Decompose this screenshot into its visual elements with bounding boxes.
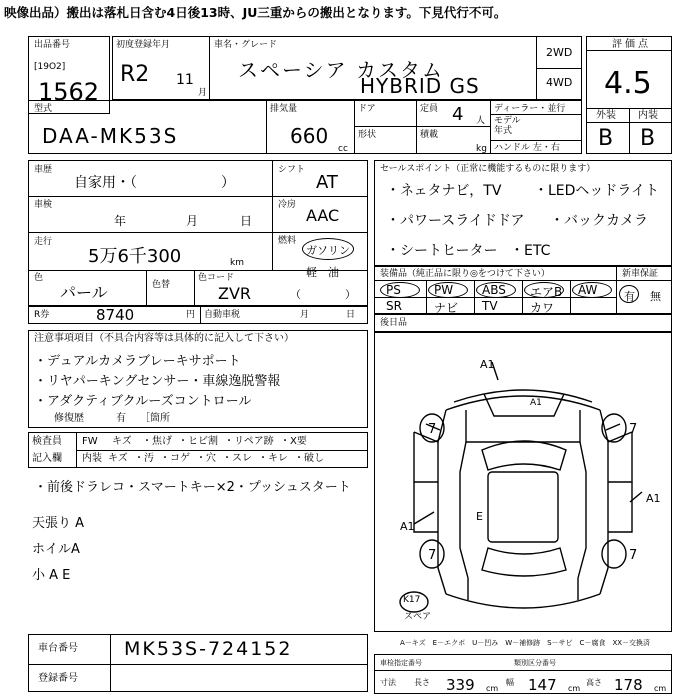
inspection-item: FW — [82, 436, 98, 447]
equipment-divider — [522, 280, 523, 297]
history-value: 自家用・（ ） — [74, 175, 235, 191]
mileage-value: 5万6千300 — [88, 246, 182, 267]
chassis-number-value: MK53S-724152 — [124, 638, 293, 660]
sales-point-4: ・バックカメラ — [550, 213, 648, 229]
record-line-4: 小 A E — [32, 568, 71, 583]
score-value: 4.5 — [604, 66, 652, 101]
2wd-label: 2WD — [546, 46, 573, 59]
fuel-gas-circle — [302, 238, 354, 260]
load-label: 積載 — [420, 130, 439, 140]
person-unit: 人 — [476, 116, 486, 126]
wheel-fl-7: 7 — [428, 422, 437, 437]
dimension-label: 寸法 — [380, 678, 396, 687]
inspection-label: 車検 — [34, 200, 53, 210]
color-label: 色 — [34, 273, 44, 283]
inspection-item: ・破し — [294, 453, 324, 464]
color-value: パール — [60, 283, 108, 302]
equipment-item: AW — [578, 283, 598, 297]
wheel-rl-7: 7 — [428, 548, 437, 563]
fuel-other: （ ） — [290, 288, 356, 301]
sales-points-label: セールスポイント（正常に機能するものに限ります） — [380, 164, 596, 174]
dimension-height-label: 高さ — [586, 678, 602, 687]
car-diagram — [374, 332, 672, 632]
record-line-2: 天張り A — [32, 516, 85, 531]
tax-month: 月 — [300, 310, 310, 320]
tax-day: 日 — [346, 310, 356, 320]
model-label: 型式 — [34, 104, 53, 114]
notes-label: 注意事項項目（不具合内容等は具体的に記入して下さい） — [34, 333, 294, 344]
diagram-a1-top: A1 — [480, 358, 495, 371]
month-unit: 月 — [198, 88, 208, 98]
tax-label: 自動車税 — [204, 310, 241, 320]
equipment-divider — [570, 280, 571, 297]
record-line-3: ホイルA — [32, 542, 80, 557]
auction-banner: 映像出品）搬出は落札日含む4日後13時、JU三重からの搬出となります。下見代行不可。 — [0, 0, 700, 26]
registration-number-label: 登録番号 — [38, 673, 78, 684]
repair-place: ［箇所 — [140, 413, 170, 424]
note-2: ・リヤパーキングセンサー・車線逸脱警報 — [34, 374, 281, 389]
spare-label: スペア — [404, 612, 432, 622]
inspection-item: ・リペア跡 — [224, 436, 274, 447]
lot-sub-label: [19O2] — [34, 62, 66, 72]
ac-value: AAC — [306, 206, 340, 225]
inspection-item: 内装 — [82, 453, 102, 464]
wheel-fr-7: 7 — [629, 422, 638, 437]
equipment-circle — [428, 282, 468, 298]
equipment-item: ナビ — [434, 301, 459, 315]
equipment-divider — [426, 280, 427, 297]
color-code-label: 色コード — [198, 273, 235, 283]
shift-value: AT — [316, 172, 338, 193]
equipment-item: TV — [482, 299, 498, 313]
first-registration-year: R2 — [120, 62, 150, 87]
repair-history-label: 修復歴 — [54, 413, 84, 424]
color-swatch-label: 色替 — [152, 280, 171, 290]
equipment-circle — [476, 282, 516, 298]
equipment-item: カワ — [530, 301, 555, 315]
km-unit: km — [230, 258, 244, 268]
fuel-diesel: 軽 油 — [306, 266, 339, 279]
equipment-circle — [524, 282, 564, 298]
inspection-item: ・穴 — [196, 453, 216, 464]
exterior-grade: B — [598, 126, 614, 151]
mileage-label: 走行 — [34, 237, 53, 247]
score-label: 評価点 — [612, 39, 651, 50]
capacity-label: 定員 — [420, 104, 439, 114]
dealer-label: ディーラー・並行 — [494, 104, 566, 114]
equipment-divider — [570, 297, 571, 314]
history-label: 車歴 — [34, 165, 53, 175]
note-1: ・デュアルカメラブレーキサポート — [34, 354, 241, 369]
dimension-width-label: 幅 — [506, 678, 514, 687]
later-items-box — [374, 314, 672, 332]
diagram-a1-left: A1 — [400, 520, 415, 533]
equipment-label: 装備品（純正品に限り◎をつけて下さい） — [380, 269, 550, 279]
later-items-label: 後日品 — [380, 318, 408, 328]
inspector-label: 検査員 — [32, 436, 62, 447]
inspection-item: ・キレ — [258, 453, 288, 464]
equipment-circle — [572, 282, 612, 298]
displacement-label: 排気量 — [270, 104, 298, 114]
car-name-value: スペーシア カスタム — [238, 58, 444, 82]
car-name-label: 車名・グレード — [214, 40, 278, 50]
interior-label: 内装 — [638, 110, 658, 121]
sales-point-5: ・シートヒーター — [386, 243, 498, 259]
inspection-item: ・コゲ — [160, 453, 190, 464]
warranty-without: 無 — [650, 290, 661, 303]
repair-have: 有 — [116, 413, 126, 424]
equipment-item: PS — [386, 283, 401, 297]
inspection-item: ・X要 — [280, 436, 307, 447]
chassis-number-label: 車台番号 — [38, 643, 78, 654]
damage-legend: A－キズ E－エクボ U－凹み W－補修跡 S－サビ C－腐食 XX－交換済 — [400, 639, 651, 647]
diagram-e: E — [476, 510, 483, 523]
interior-grade: B — [640, 126, 656, 151]
dimension-height-unit: cm — [654, 684, 667, 693]
lot-number-value: 1562 — [38, 78, 100, 106]
recycle-label: R券 — [34, 310, 50, 320]
equipment-item: ABS — [482, 283, 506, 297]
inspection-item: ・焦げ — [142, 436, 172, 447]
equipment-circle — [380, 282, 420, 298]
inspection-item: ・汚 — [134, 453, 154, 464]
warranty-with: 有 — [624, 290, 635, 303]
record-line-1: ・前後ドラレコ・スマートキー×2・プッシュスタート — [34, 480, 351, 495]
first-registration-label: 初度登録年月 — [116, 40, 171, 50]
new-car-warranty-label: 新車保証 — [622, 269, 659, 279]
ac-label: 冷房 — [278, 200, 297, 210]
fuel-label: 燃料 — [278, 236, 297, 246]
color-code-value: ZVR — [218, 284, 252, 303]
model-value: DAA-MK53S — [42, 124, 179, 148]
diagram-a1-side: A1 — [646, 492, 661, 505]
class-sub-label: 類別区分番号 — [514, 659, 556, 667]
inspection-item: キズ — [108, 453, 128, 464]
dimension-width-value: 147 — [528, 676, 557, 694]
shape-label: 形状 — [358, 130, 377, 140]
warranty-with-circle — [619, 285, 639, 303]
equipment-divider — [522, 297, 523, 314]
record-label: 記入欄 — [32, 453, 62, 464]
cc-unit: cc — [338, 144, 348, 154]
grade-value: HYBRID GS — [360, 74, 480, 98]
exterior-label: 外装 — [596, 110, 616, 121]
equipment-divider — [474, 297, 475, 314]
equipment-divider — [474, 280, 475, 297]
door-label: ドア — [358, 104, 376, 114]
dimension-height-value: 178 — [614, 676, 643, 694]
sales-point-2: ・LEDヘッドライト — [534, 183, 660, 199]
inspection-item: ・スレ — [222, 453, 252, 464]
lot-number-label: 出品番号 — [34, 40, 71, 50]
4wd-label: 4WD — [546, 76, 573, 89]
inspection-item: ・ヒビ割 — [178, 436, 218, 447]
model-year-label: モデル 年式 — [494, 116, 521, 136]
shift-label: シフト — [278, 165, 306, 175]
recycle-row-box — [28, 306, 368, 324]
equipment-divider — [426, 297, 427, 314]
dimension-width-unit: cm — [568, 684, 581, 693]
class-change-label: 車检指定番号 — [380, 659, 422, 667]
first-registration-month: 11 — [176, 72, 194, 88]
equipment-item: SR — [386, 299, 402, 313]
equipment-item: エアB — [530, 285, 563, 299]
sales-point-6: ・ETC — [510, 243, 551, 259]
sales-point-3: ・パワースライドドア — [386, 213, 525, 229]
note-3: ・アダクティブクルーズコントロール — [34, 394, 252, 409]
dimension-length-unit: cm — [486, 684, 499, 693]
fuel-gas: ガソリン — [306, 244, 350, 257]
displacement-value: 660 — [290, 124, 329, 148]
capacity-value: 4 — [452, 104, 464, 125]
inspection-value: 年 月 日 — [114, 214, 259, 228]
handle-label: ハンドル 左・右 — [494, 143, 560, 153]
kg-unit: kg — [476, 144, 487, 154]
wheel-rr-7: 7 — [629, 548, 638, 563]
inspection-item: キズ — [112, 436, 132, 447]
diagram-a1-roof: A1 — [530, 398, 542, 408]
dimension-length-value: 339 — [446, 676, 475, 694]
dimension-length-label: 長さ — [414, 678, 430, 687]
equipment-item: PW — [434, 283, 454, 297]
recycle-unit: 円 — [186, 310, 196, 320]
recycle-value: 8740 — [96, 306, 135, 324]
sales-point-1: ・ネェタナビ，TV — [386, 183, 502, 199]
spare-mark: K17 — [403, 595, 421, 605]
